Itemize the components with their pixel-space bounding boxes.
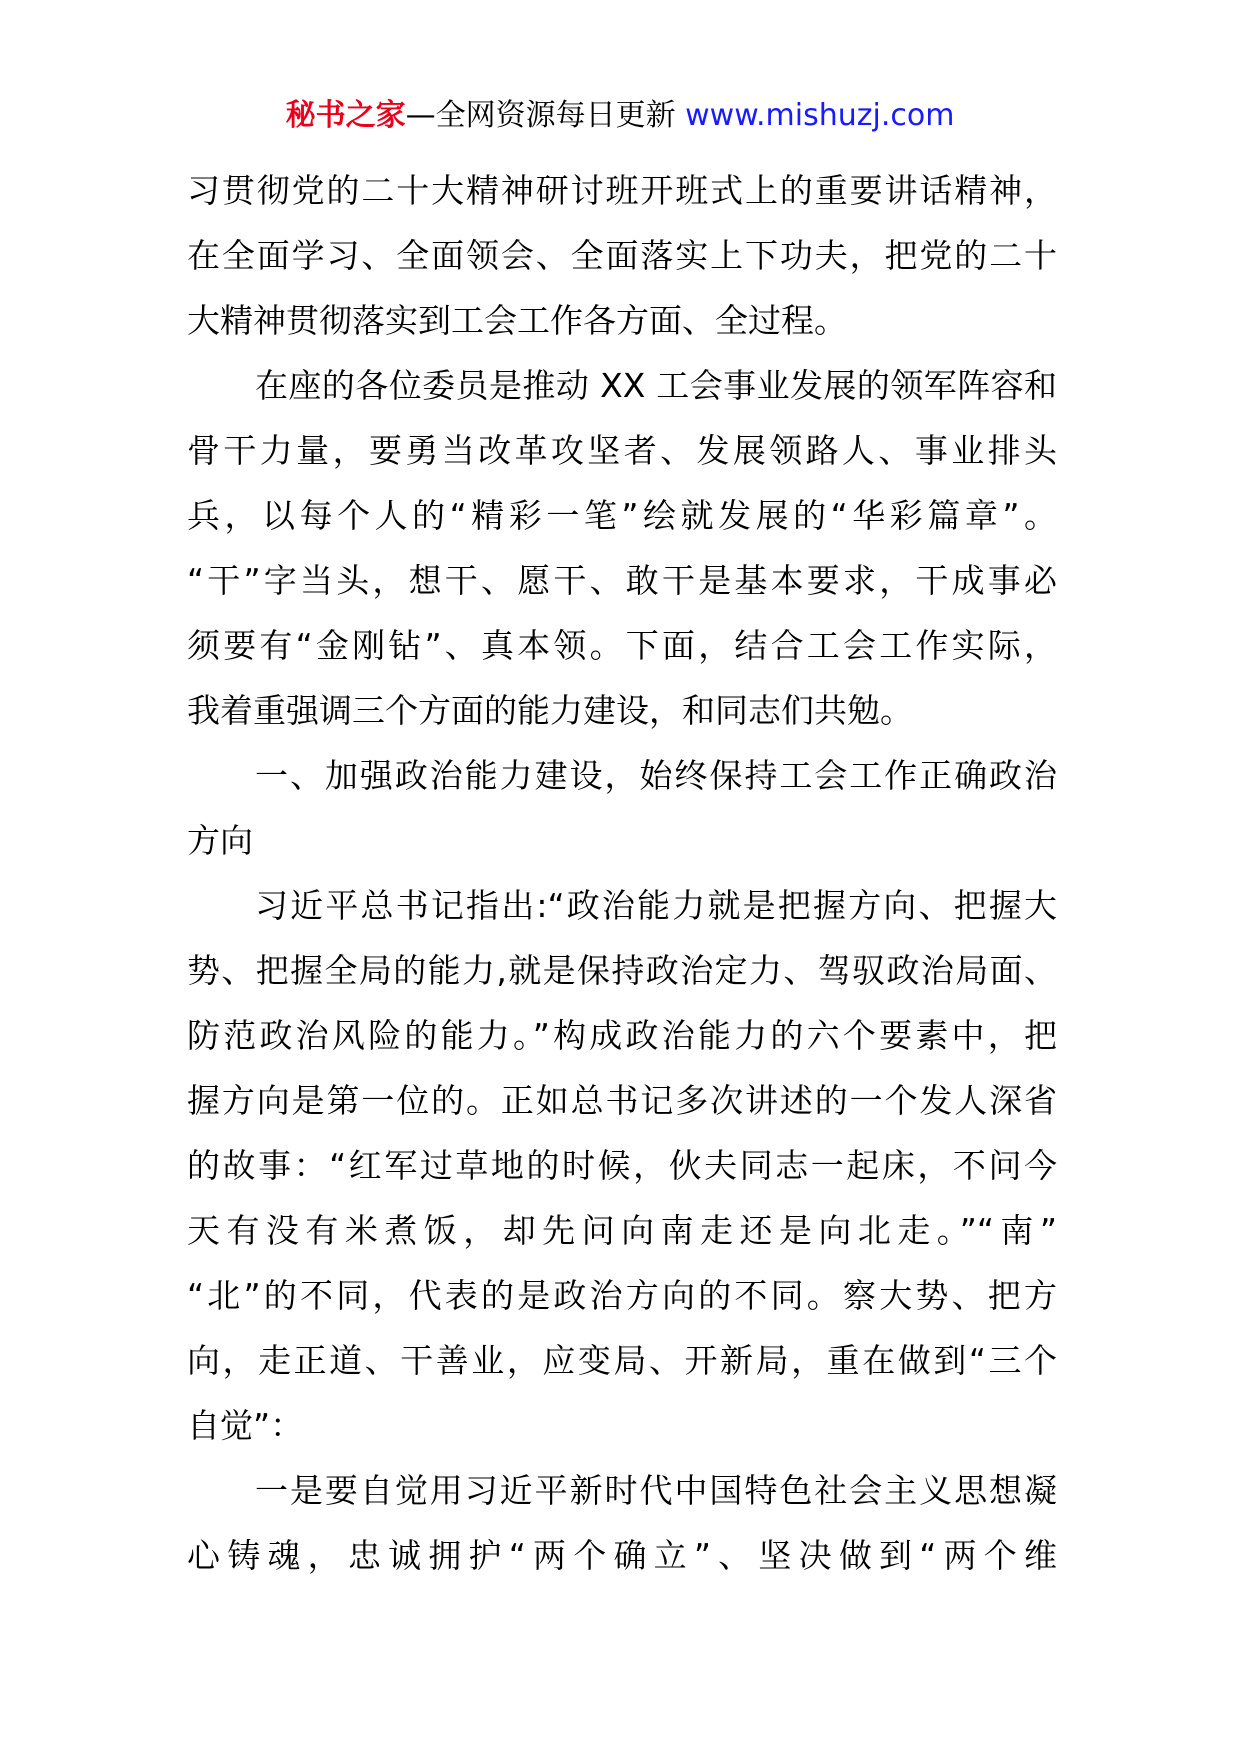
document-body xyxy=(187,158,1057,1588)
text-line: 在座的各位委员是推动 XX 工会事业发展的领军阵容和 xyxy=(255,366,1057,405)
text-line: 习近平总书记指出:“政治能力就是把握方向、把握大 xyxy=(255,886,1057,925)
text-line: 天有没有米煮饭，却先问向南走还是向北走。”“南” xyxy=(187,1211,1057,1250)
site-url-link[interactable]: www.mishuzj.com xyxy=(685,98,955,133)
text-line: 在全面学习、全面领会、全面落实上下功夫，把党的二十 xyxy=(187,236,1057,275)
text-line: 我着重强调三个方面的能力建设，和同志们共勉。 xyxy=(187,691,913,730)
text-line: “北”的不同，代表的是政治方向的不同。察大势、把方 xyxy=(187,1276,1057,1315)
brand-name: 秘书之家 xyxy=(285,98,406,133)
site-header xyxy=(0,96,1240,136)
text-line: 骨干力量，要勇当改革攻坚者、发展领路人、事业排头 xyxy=(187,431,1057,470)
text-line: “干”字当头，想干、愿干、敢干是基本要求，干成事必 xyxy=(187,561,1057,600)
text-line: 方向 xyxy=(187,821,253,860)
text-line: 习贯彻党的二十大精神研讨班开班式上的重要讲话精神， xyxy=(187,171,1057,210)
text-line: 大精神贯彻落实到工会工作各方面、全过程。 xyxy=(187,301,847,340)
text-line: 势、把握全局的能力,就是保持政治定力、驾驭政治局面、 xyxy=(187,951,1057,990)
text-line: 须要有“金刚钻”、真本领。下面，结合工会工作实际， xyxy=(187,626,1057,665)
text-line: 自觉”： xyxy=(187,1406,304,1445)
text-line: 心铸魂，忠诚拥护“两个确立”、坚决做到“两个维 xyxy=(187,1536,1057,1575)
text-line: 向，走正道、干善业，应变局、开新局，重在做到“三个 xyxy=(187,1341,1057,1380)
header-tagline: —全网资源每日更新 xyxy=(405,98,686,133)
text-line: 一是要自觉用习近平新时代中国特色社会主义思想凝 xyxy=(255,1471,1057,1510)
text-line: 一、加强政治能力建设，始终保持工会工作正确政治 xyxy=(255,756,1057,795)
text-line: 的故事：“红军过草地的时候，伙夫同志一起床，不问今 xyxy=(187,1146,1057,1185)
text-line: 防范政治风险的能力。”构成政治能力的六个要素中，把 xyxy=(187,1016,1057,1055)
text-line: 兵，以每个人的“精彩一笔”绘就发展的“华彩篇章”。 xyxy=(187,496,1057,535)
text-line: 握方向是第一位的。正如总书记多次讲述的一个发人深省 xyxy=(187,1081,1057,1120)
